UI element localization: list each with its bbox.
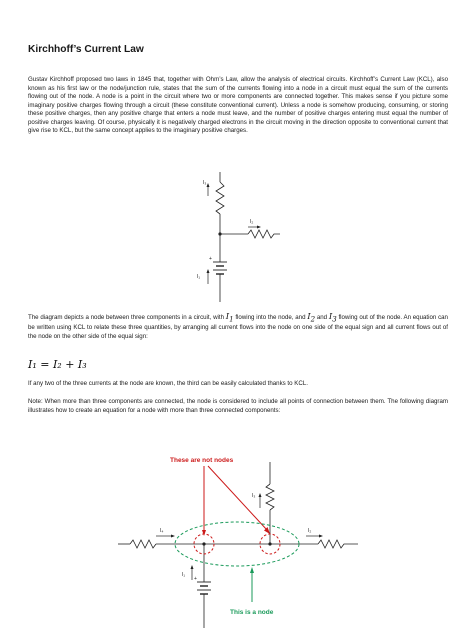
resistor-r2: [318, 540, 358, 548]
junction-dot-left: [202, 542, 205, 545]
node-diagram-three-components: [180, 172, 300, 304]
label-i2: I₂: [308, 528, 312, 534]
symbol-i3: [329, 312, 337, 322]
symbol-subscript: 1: [229, 314, 234, 324]
resistor-r2: [248, 230, 280, 238]
symbol-letter: I: [225, 312, 230, 322]
symbol-letter: I: [328, 312, 333, 322]
label-i1: I₁: [197, 274, 201, 280]
resistor-r4: [130, 540, 156, 548]
resistor-r3: [216, 182, 224, 214]
arrow-i2-head: [257, 226, 261, 229]
arrow-i2-head: [319, 535, 323, 538]
node-diagram-multi-components: [118, 452, 358, 630]
text-segment: and: [315, 314, 329, 321]
calculation-paragraph: If any two of the three currents at the node are known, the third can be easily calculated thanks to KCL.: [28, 380, 308, 387]
label-i3: I₃: [203, 180, 207, 186]
arrow-i3-head: [207, 183, 210, 187]
symbol-subscript: 3: [332, 314, 337, 324]
label-i3: I₃: [252, 493, 256, 499]
label-plus: +: [209, 256, 212, 262]
label-i4: I₄: [160, 528, 164, 534]
diagram-explanation-paragraph: [28, 313, 448, 341]
arrow-is-node-head: [250, 567, 254, 573]
label-i2: I₂: [250, 219, 254, 225]
label-plus: +: [194, 576, 197, 582]
resistor-r3: [266, 484, 274, 510]
symbol-i1: [226, 312, 234, 322]
arrow-not-node-right: [208, 466, 267, 530]
arrow-not-node-left-head: [202, 530, 206, 536]
arrow-i1-head: [191, 565, 194, 569]
label-is-node: This is a node: [230, 609, 274, 616]
symbol-subscript: 2: [310, 314, 316, 324]
text-segment: The diagram depicts a node between three components in a circuit, with: [28, 314, 226, 321]
arrow-i4-head: [171, 535, 175, 538]
note-paragraph: Note: When more than three components are connected, the node is considered to include all points of connection between them. The following diagram illustrates how to create an equation for a node with more than three connected components:: [28, 398, 448, 414]
label-not-nodes: These are not nodes: [170, 457, 234, 464]
intro-paragraph: Gustav Kirchhoff proposed two laws in 1845 that, together with Ohm’s Law, allow the analysis of electrical circuits. Kirchhoff’s Current Law (KCL), also known as his first law or the node/junction rule, states that the sum of the currents flowing into a node in a circuit must equal the sum of the currents flowing out of the node. A node is a point in the circuit where two or more components are connected together. This makes sense if you picture some imaginary positive charges flowing through a circuit (these constitute conventional current). Unless a node is somehow producing, consuming, or storing these positive charges, then any positive charge that enters a node must leave, and the number of positive charges entering must equal the number of positive charges leaving. Of course, physically it is negatively charged electrons in the circuit moving in the direction opposite to conventional current that give rise to KCL, but the same concept applies to the imaginary positive charges.: [28, 76, 448, 135]
label-i1: I₁: [182, 572, 186, 578]
symbol-letter: I: [307, 312, 311, 322]
text-segment: flowing out of the node. An equation can be written using KCL to relate these three quantities, by arranging all current flows into the node on one side of the equal sign and all current flows out of the node on the other side of the equal sign:: [28, 314, 448, 340]
page-title: Kirchhoff’s Current Law: [28, 44, 144, 55]
symbol-i2: [307, 312, 315, 322]
text-segment: flowing into the node, and: [233, 314, 308, 321]
kcl-equation: I₁ = I₂ + I₃: [28, 358, 87, 371]
junction-dot-right: [268, 542, 271, 545]
arrow-i3-head: [259, 493, 262, 497]
arrow-i1-head: [207, 269, 210, 273]
